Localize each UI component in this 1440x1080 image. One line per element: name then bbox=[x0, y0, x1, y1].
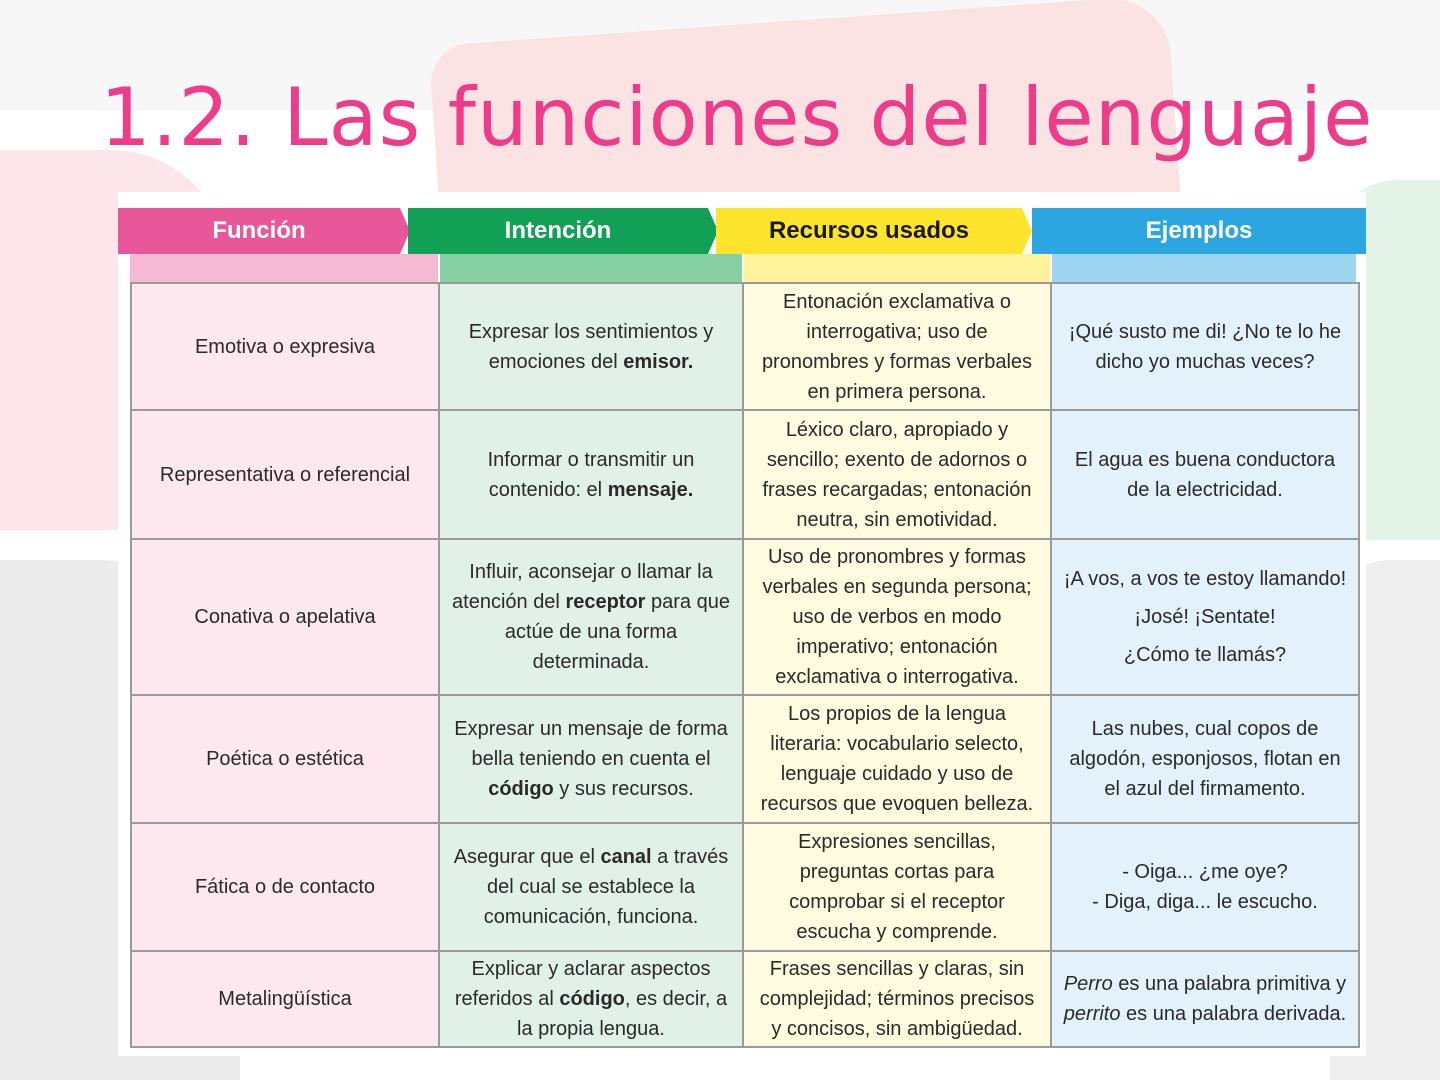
page-title: 1.2. Las funciones del lenguaje bbox=[100, 71, 1374, 164]
intencion-text: a través del cual se establece la comunicación, funciona. bbox=[483, 846, 729, 928]
header-band bbox=[130, 254, 438, 282]
cell-intencion bbox=[439, 951, 743, 1047]
intencion-keyword: código bbox=[488, 778, 554, 800]
cell-funcion: Fática o de contacto bbox=[131, 823, 439, 951]
intencion-text: para que actúe de una forma determinada. bbox=[504, 591, 730, 673]
cell-ejemplos bbox=[1051, 410, 1359, 539]
intencion-text: Expresar los sentimientos y emociones del bbox=[468, 320, 714, 373]
intencion-text: Explicar y aclarar aspectos referidos al bbox=[454, 958, 711, 1010]
cell-ejemplos bbox=[1051, 539, 1359, 695]
cell-intencion bbox=[439, 823, 743, 951]
cell-funcion: Conativa o apelativa bbox=[131, 539, 439, 695]
intencion-keyword: receptor bbox=[565, 591, 646, 613]
example-line: - Oiga... ¿me oye? bbox=[1122, 861, 1288, 883]
header-funcion: Función bbox=[118, 208, 400, 254]
header-ejemplos: Ejemplos bbox=[1032, 208, 1366, 254]
header-intencion: Intención bbox=[408, 208, 708, 254]
intencion-keyword: mensaje. bbox=[607, 478, 694, 501]
cell-recursos: Frases sencillas y claras, sin complejidad; términos precisos y concisos, sin ambigüedad. bbox=[743, 951, 1051, 1047]
table-row bbox=[131, 410, 1359, 539]
cell-intencion bbox=[439, 695, 743, 823]
intencion-text: y sus recursos. bbox=[553, 778, 694, 800]
header-recursos: Recursos usados bbox=[716, 208, 1022, 254]
cell-funcion: Poética o estética bbox=[131, 695, 439, 823]
example-text: es una palabra primitiva y bbox=[1112, 973, 1347, 995]
functions-grid bbox=[130, 282, 1360, 1048]
cell-intencion bbox=[439, 410, 743, 539]
example-line: ¡José! ¡Sentate! bbox=[1134, 606, 1276, 628]
intencion-keyword: canal bbox=[600, 846, 652, 868]
table-row bbox=[131, 695, 1359, 823]
cell-funcion: Emotiva o expresiva bbox=[131, 283, 439, 410]
example-text: es una palabra derivada. bbox=[1120, 1003, 1347, 1025]
cell-ejemplos bbox=[1051, 823, 1359, 951]
cell-recursos: Entonación exclamativa o interrogativa; uso de pronombres y formas verbales en primera persona. bbox=[743, 283, 1051, 410]
cell-ejemplos bbox=[1051, 695, 1359, 823]
example-italic: perrito bbox=[1063, 1003, 1121, 1025]
example-line: Las nubes, cual copos de algodón, esponjosos, flotan en el azul del firmamento. bbox=[1069, 718, 1341, 800]
cell-intencion bbox=[439, 539, 743, 695]
table-row bbox=[131, 283, 1359, 410]
cell-recursos: Léxico claro, apropiado y sencillo; exento de adornos o frases recargadas; entonación neutra, sin emotividad. bbox=[743, 410, 1051, 539]
intencion-keyword: emisor. bbox=[623, 350, 694, 373]
cell-ejemplos bbox=[1051, 283, 1359, 410]
example-line: ¿Cómo te llamás? bbox=[1123, 644, 1287, 666]
example-line: El agua es buena conductora de la electricidad. bbox=[1074, 448, 1336, 501]
header-band bbox=[1052, 254, 1356, 282]
intencion-text: , es decir, a la propia lengua. bbox=[517, 988, 728, 1040]
example-italic: Perro bbox=[1063, 973, 1113, 995]
table-row bbox=[131, 951, 1359, 1047]
table-row bbox=[131, 539, 1359, 695]
example-line: ¡A vos, a vos te estoy llamando! bbox=[1063, 568, 1347, 590]
intencion-text: Influir, aconsejar o llamar la atención del bbox=[452, 561, 713, 613]
intencion-text: Asegurar que el bbox=[453, 846, 601, 868]
cell-recursos: Los propios de la lengua literaria: vocabulario selecto, lenguaje cuidado y uso de recursos que evoquen belleza. bbox=[743, 695, 1051, 823]
cell-ejemplos bbox=[1051, 951, 1359, 1047]
example-line: - Diga, diga... le escucho. bbox=[1092, 891, 1318, 913]
intencion-text: Expresar un mensaje de forma bella teniendo en cuenta el bbox=[454, 718, 728, 770]
cell-recursos: Uso de pronombres y formas verbales en segunda persona; uso de verbos en modo imperativo; entonación exclamativa o interrogativa. bbox=[743, 539, 1051, 695]
cell-recursos: Expresiones sencillas, preguntas cortas para comprobar si el receptor escucha y comprende. bbox=[743, 823, 1051, 951]
functions-table bbox=[118, 192, 1366, 1056]
table-row bbox=[131, 823, 1359, 951]
cell-funcion: Metalingüística bbox=[131, 951, 439, 1047]
intencion-text: Informar o transmitir un contenido: el bbox=[487, 448, 695, 501]
header-band bbox=[440, 254, 742, 282]
cell-intencion bbox=[439, 283, 743, 410]
example-line: ¡Qué susto me di! ¿No te lo he dicho yo muchas veces? bbox=[1068, 320, 1342, 373]
cell-funcion: Representativa o referencial bbox=[131, 410, 439, 539]
intencion-keyword: código bbox=[559, 988, 625, 1010]
header-band bbox=[744, 254, 1050, 282]
